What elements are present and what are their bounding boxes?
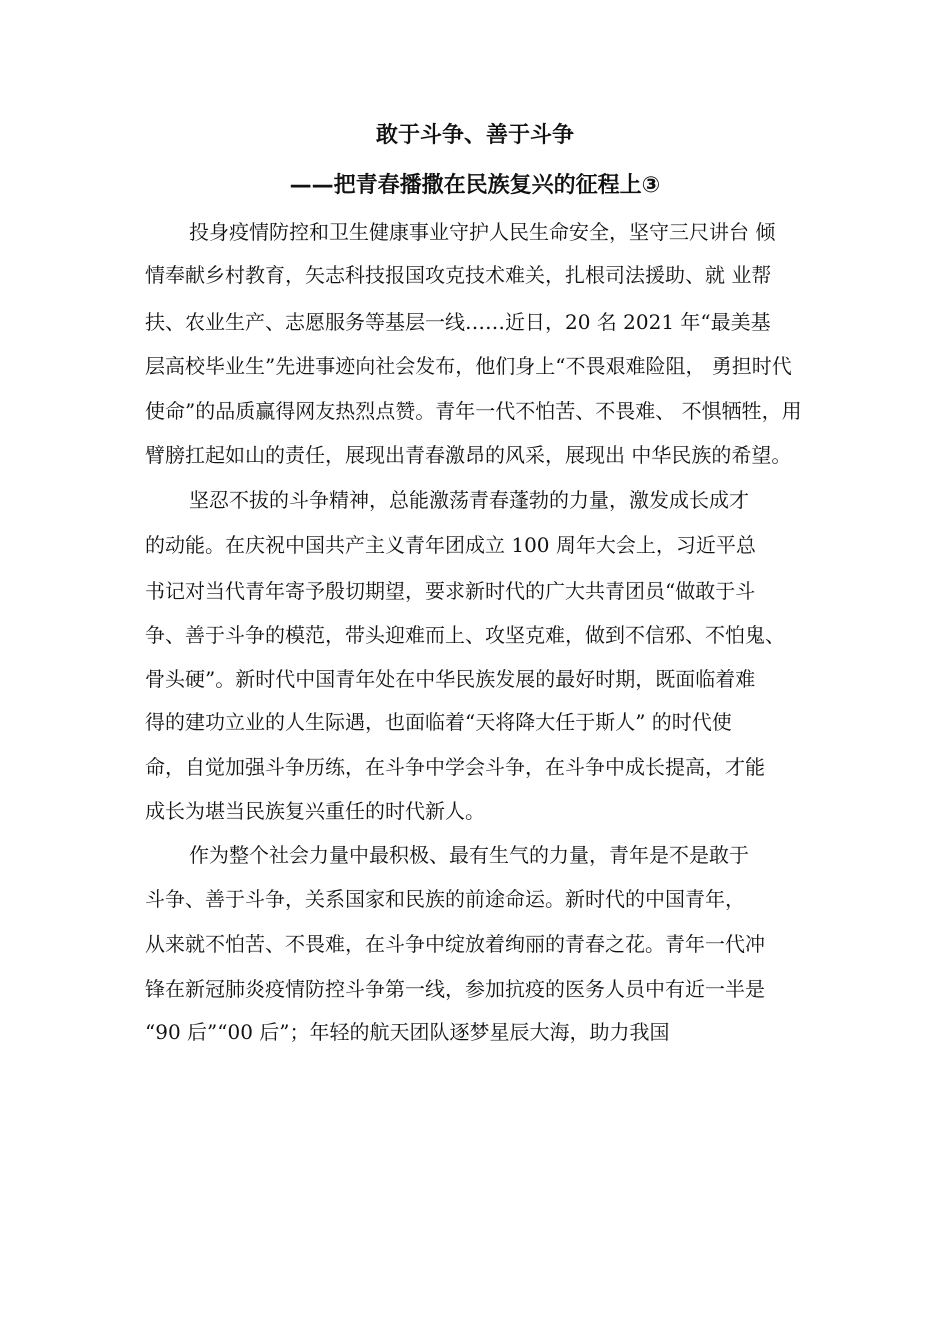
paragraph-2-line-1: 坚忍不拔的斗争精神，总能激荡青春蓬勃的力量，激发成长成才 [189, 488, 749, 512]
paragraph-1-line-5: 使命”的品质赢得网友热烈点赞。青年一代不怕苦、不畏难、 不惧牺牲，用 [145, 399, 802, 423]
paragraph-3-line-4: 锋在新冠肺炎疫情防控斗争第一线，参加抗疫的医务人员中有近一半是 [145, 977, 765, 1001]
paragraph-1-line-6: 臂膀扛起如山的责任，展现出青春激昂的风采，展现出 中华民族的希望。 [145, 443, 792, 467]
paragraph-3-line-1: 作为整个社会力量中最积极、最有生气的力量，青年是不是敢于 [189, 843, 749, 867]
paragraph-3-line-2: 斗争、善于斗争，关系国家和民族的前途命运。新时代的中国青年， [145, 887, 745, 911]
paragraph-3-line-5: “90 后”“00 后”；年轻的航天团队逐梦星辰大海，助力我国 [145, 1020, 670, 1044]
paragraph-3-line-3: 从来就不怕苦、不畏难，在斗争中绽放着绚丽的青春之花。青年一代冲 [145, 932, 765, 956]
paragraph-2-line-4: 争、善于斗争的模范，带头迎难而上、攻坚克难，做到不信邪、不怕鬼、 [145, 623, 785, 647]
paragraph-2-line-5: 骨头硬”。新时代中国青年处在中华民族发展的最好时期，既面临着难 [145, 667, 756, 691]
paragraph-2-line-8: 成长为堪当民族复兴重任的时代新人。 [145, 799, 485, 823]
paragraph-2-line-6: 得的建功立业的人生际遇，也面临着“天将降大任于斯人” 的时代使 [145, 710, 732, 734]
paragraph-1-line-3: 扶、农业生产、志愿服务等基层一线……近日，20 名 2021 年“最美基 [145, 310, 771, 334]
paragraph-1-line-2: 情奉献乡村教育，矢志科技报国攻克技术难关，扎根司法援助、就 业帮 [145, 263, 772, 287]
paragraph-2-line-3: 书记对当代青年寄予殷切期望，要求新时代的广大共青团员“做敢于斗 [145, 579, 756, 603]
document-subtitle: ——把青春播撒在民族复兴的征程上③ [289, 173, 661, 198]
paragraph-1-line-4: 层高校毕业生”先进事迹向社会发布，他们身上“不畏艰难险阻， 勇担时代 [145, 354, 792, 378]
document-title: 敢于斗争、善于斗争 [375, 123, 574, 148]
paragraph-2-line-7: 命，自觉加强斗争历练，在斗争中学会斗争，在斗争中成长提高，才能 [145, 755, 765, 779]
paragraph-1-line-1: 投身疫情防控和卫生健康事业守护人民生命安全，坚守三尺讲台 倾 [189, 220, 776, 244]
paragraph-2-line-2: 的动能。在庆祝中国共产主义青年团成立 100 周年大会上，习近平总 [145, 533, 756, 557]
